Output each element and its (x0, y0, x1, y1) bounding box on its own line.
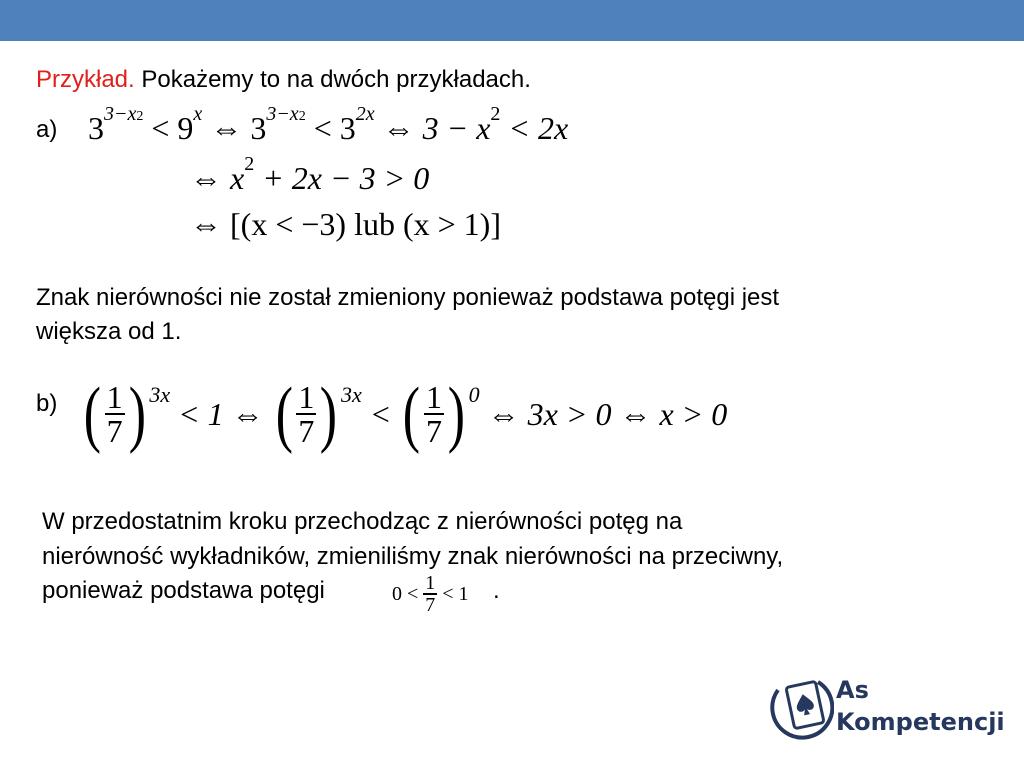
card-spade-icon (770, 672, 834, 746)
example-a-label: a) (36, 116, 58, 143)
header-bar (0, 0, 1024, 41)
note-a-line1: Znak nierówności nie został zmieniony ponieważ podstawa potęgi jest (36, 284, 780, 311)
example-a-line1: $3^{3-x2} < 9^x$ ⇔ $3^{3-x2} < 3^{2x}$ ⇔ $3 - x^2 < 2x$ (88, 103, 569, 146)
example-b-expression: ( $\frac{1}{7}$ ) 3x < 1 ⇔ ( $\frac{1}{7}$ ) 3x < ( $\frac{1}{7}$ ) 0 ⇔ 3x > 0 ⇔ x > 0 (83, 373, 728, 455)
note-b-line2: nierówność wykładników, zmieniliśmy znak nierówności na przeciwny, (42, 543, 784, 570)
example-b-label: b) (36, 390, 58, 417)
note-b-line3: ponieważ podstawa potęgi (42, 577, 325, 604)
example-a-line2: ⇔ $x^2 + 2x - 3 > 0$ (190, 153, 430, 196)
logo-text-kompetencji: Kompetencji (836, 708, 1005, 736)
intro-label: Przykład. (36, 66, 135, 93)
note-b-period: . (493, 577, 500, 604)
as-kompetencji-logo (770, 672, 1005, 752)
example-a-line3: ⇔ [(x < −3) lub (x > 1)] (190, 206, 501, 242)
logo-text-as: As (836, 676, 869, 704)
intro-line (36, 66, 531, 94)
note-a-line2: większa od 1. (36, 318, 182, 345)
intro-text: Pokażemy to na dwóch przykładach. (134, 66, 531, 93)
note-b-inequality: 0 < $\frac{1}{7}$ < 1 (392, 572, 469, 616)
note-b-line1: W przedostatnim kroku przechodząc z nierówności potęg na (42, 508, 683, 535)
